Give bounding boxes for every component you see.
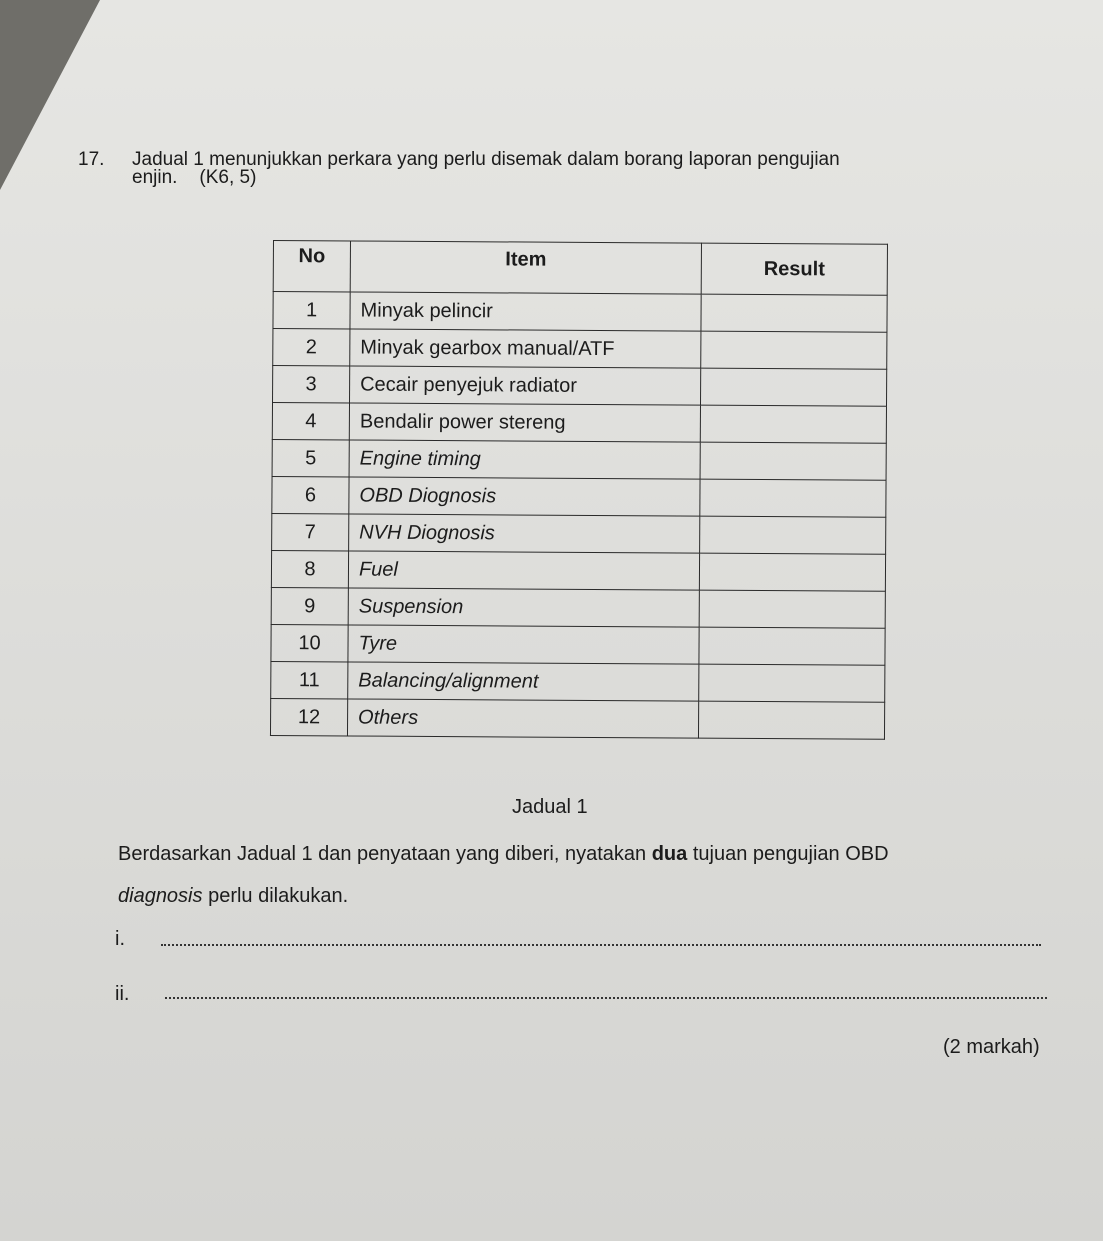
row-no: 3: [273, 366, 350, 403]
row-result[interactable]: [700, 368, 886, 406]
question-text-line2: [132, 166, 256, 190]
row-no: 4: [272, 403, 349, 440]
marks-label: (2 markah): [943, 1036, 1040, 1058]
row-item: Suspension: [348, 588, 699, 627]
table-header-row: [273, 241, 887, 296]
table-row: [273, 366, 887, 407]
row-no: 12: [270, 698, 347, 735]
question-text-line1: Jadual 1 menunjukkan perkara yang perlu disemak dalam borang laporan pengujian: [132, 149, 840, 170]
question-code: (K6, 5): [199, 167, 257, 188]
table-row: [272, 476, 886, 517]
row-no: 10: [271, 624, 348, 661]
table-row: [271, 624, 885, 665]
table-row: [272, 513, 886, 554]
row-item: Cecair penyejuk radiator: [350, 366, 701, 405]
answer-dotted-line-ii[interactable]: [165, 997, 1047, 999]
instruction-part3: perlu dilakukan.: [202, 885, 349, 907]
row-result[interactable]: [699, 553, 885, 591]
table-row: [271, 550, 885, 591]
row-item: Tyre: [348, 625, 699, 664]
row-result[interactable]: [700, 405, 886, 443]
answer-label-ii: ii.: [115, 983, 130, 1005]
instruction-emphasis: dua: [651, 843, 688, 865]
instruction-part1: Berdasarkan Jadual 1 dan penyataan yang diberi, nyatakan: [118, 843, 652, 865]
instruction-part2: tujuan pengujian OBD: [687, 843, 889, 865]
header-item: Item: [350, 241, 701, 294]
row-item: Balancing/alignment: [348, 662, 699, 701]
instruction-italic: diagnosis: [118, 885, 203, 907]
answer-dotted-line-i[interactable]: [161, 944, 1041, 946]
row-item: Engine timing: [349, 440, 700, 479]
row-item: NVH Diognosis: [349, 514, 700, 553]
row-result[interactable]: [699, 590, 885, 628]
row-result[interactable]: [698, 701, 884, 739]
table-row: [271, 661, 885, 702]
row-result[interactable]: [699, 627, 885, 665]
row-result[interactable]: [701, 331, 887, 369]
row-no: 6: [272, 476, 349, 513]
checklist-table: [270, 240, 888, 740]
row-result[interactable]: [699, 664, 885, 702]
row-item: Others: [347, 699, 698, 738]
row-no: 1: [273, 292, 350, 329]
table-row: [273, 292, 887, 333]
table-caption: Jadual 1: [512, 796, 588, 818]
question-text-line2-word: enjin.: [132, 167, 178, 188]
table-row: [272, 439, 886, 480]
row-no: 9: [271, 587, 348, 624]
row-item: OBD Diognosis: [349, 477, 700, 516]
row-no: 5: [272, 439, 349, 476]
table-row: [272, 403, 886, 444]
row-no: 7: [272, 513, 349, 550]
header-no: No: [273, 241, 350, 292]
row-result[interactable]: [700, 442, 886, 480]
row-item: Minyak gearbox manual/ATF: [350, 329, 701, 368]
row-result[interactable]: [700, 516, 886, 554]
row-result[interactable]: [701, 294, 887, 332]
table-row: [273, 329, 887, 370]
table-row: [270, 698, 884, 739]
row-item: Minyak pelincir: [350, 292, 701, 331]
row-item: Fuel: [348, 551, 699, 590]
row-item: Bendalir power stereng: [349, 403, 700, 442]
instruction-text: [118, 833, 1058, 917]
row-no: 2: [273, 329, 350, 366]
question-number: 17.: [78, 149, 105, 170]
answer-label-i: i.: [115, 928, 125, 950]
row-result[interactable]: [700, 479, 886, 517]
row-no: 8: [271, 550, 348, 587]
table-row: [271, 587, 885, 628]
header-result: Result: [701, 243, 887, 295]
row-no: 11: [271, 661, 348, 698]
